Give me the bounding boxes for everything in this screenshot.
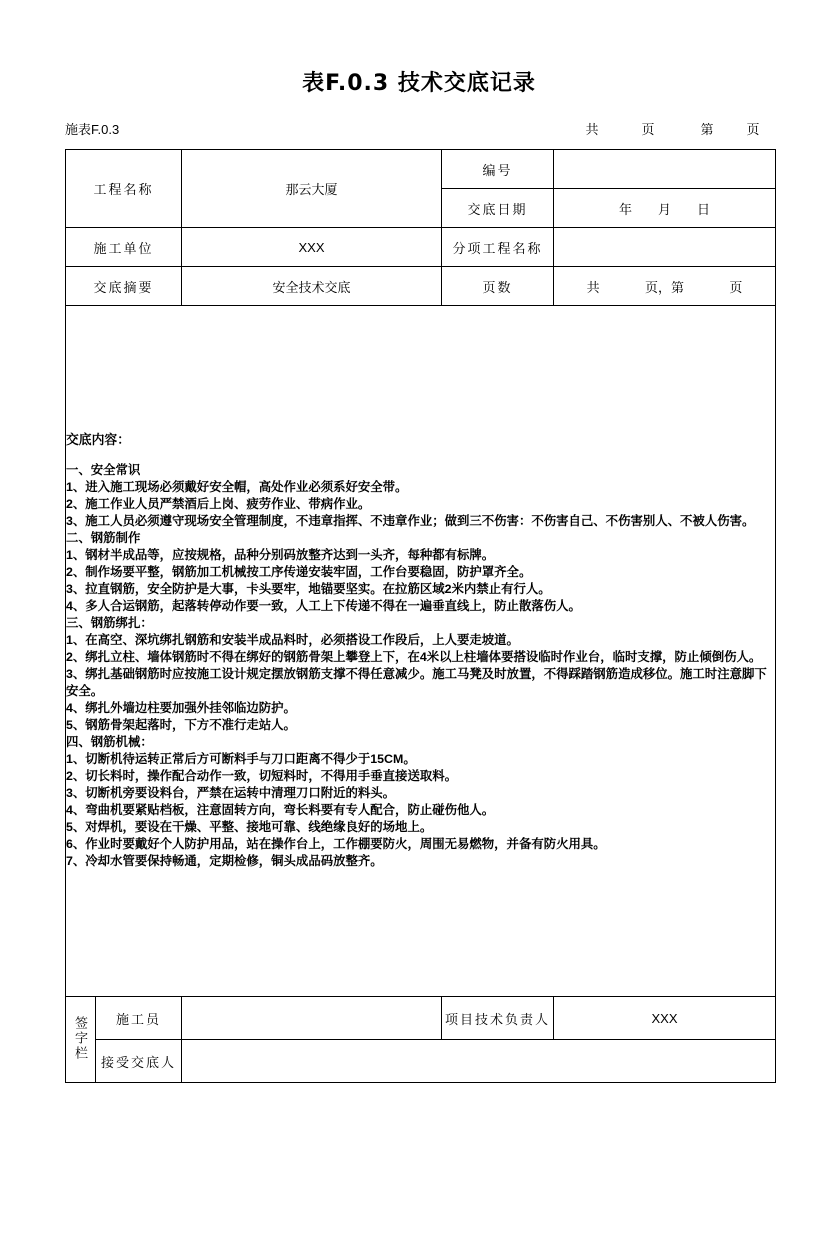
content-line: 2、施工作业人员严禁酒后上岗、疲劳作业、带病作业。: [66, 497, 371, 512]
pages-label: 页数: [442, 267, 554, 306]
date-month: 月: [658, 201, 672, 217]
content-line: 5、对焊机，要设在干燥、平整、接地可靠、线绝缘良好的场地上。: [66, 820, 433, 835]
number-value[interactable]: [554, 150, 776, 189]
form-code: 施表F.0.3: [65, 122, 120, 137]
disclosure-content-cell[interactable]: [66, 306, 776, 997]
content-line: 5、钢筋骨架起落时，下方不准行走站人。: [66, 718, 296, 733]
pages-unit-2: 页: [729, 279, 743, 295]
content-line: 1、切断机待运转正常后方可断料手与刀口距离不得少于15CM。: [66, 752, 416, 767]
content-line: 2、制作场要平整，钢筋加工机械按工序传递安装牢固，工作台要稳固，防护罩齐全。: [66, 565, 532, 580]
disclosure-date-label: 交底日期: [442, 189, 554, 228]
content-line: 3、拉直钢筋，安全防护是大事，卡头要牢，地锚要坚实。在拉筋区域2米内禁止有行人。: [66, 582, 551, 597]
constructor-value[interactable]: [182, 997, 442, 1040]
receiver-value[interactable]: [182, 1040, 776, 1083]
signature-block-label: [66, 997, 96, 1083]
summary-label: 交底摘要: [66, 267, 182, 306]
table-row: [66, 228, 776, 267]
content-line: 6、作业时要戴好个人防护用品，站在操作台上，工作棚要防火，周围无易燃物，并备有防火用具。: [66, 837, 606, 852]
total-pages-label: 共: [585, 122, 599, 137]
content-body: [66, 462, 775, 870]
technical-manager-value[interactable]: XXX: [554, 997, 776, 1040]
sub-project-value[interactable]: [554, 228, 776, 267]
construction-unit-label: 施工单位: [66, 228, 182, 267]
content-line: 3、绑扎基础钢筋时应按施工设计规定摆放钢筋支撑不得任意减少。施工马凳及时放置，不得踩踏钢筋造成移位。施工时注意脚下安全。: [66, 667, 767, 699]
content-line: 3、切断机旁要设料台，严禁在运转中清理刀口附近的料头。: [66, 786, 396, 801]
date-year: 年: [618, 201, 632, 217]
date-day: 日: [697, 201, 711, 217]
project-name-value[interactable]: 那云大厦: [182, 150, 442, 228]
content-line: 1、进入施工现场必须戴好安全帽，高处作业必须系好安全带。: [66, 480, 408, 495]
subheader-row: [0, 119, 838, 138]
construction-unit-value[interactable]: XXX: [182, 228, 442, 267]
signature-block-label-text: 签字栏: [73, 1015, 88, 1061]
technical-manager-label: 项目技术负责人: [442, 997, 554, 1040]
page-title: 表F.0.3 技术交底记录: [302, 71, 536, 96]
total-pages-unit: 页: [641, 122, 655, 137]
current-page-label: 第: [700, 122, 714, 137]
table-row: [66, 267, 776, 306]
content-line: 4、绑扎外墙边柱要加强外挂邻临边防护。: [66, 701, 296, 716]
content-line: 7、冷却水管要保持畅通，定期检修，铜头成品码放整齐。: [66, 854, 383, 869]
disclosure-date-value[interactable]: [554, 189, 776, 228]
pages-unit-1: 页，第: [645, 279, 685, 295]
content-line: 2、切长料时，操作配合动作一致，切短料时，不得用手垂直接送取料。: [66, 769, 457, 784]
table-row: [66, 306, 776, 997]
table-row: [66, 150, 776, 189]
content-line: 3、施工人员必须遵守现场安全管理制度，不违章指挥、不违章作业；做到三不伤害：不伤害自己、不伤害别人、不被人伤害。: [66, 514, 755, 529]
current-page-unit: 页: [746, 122, 760, 137]
document-page: [0, 66, 838, 1252]
pages-total-label: 共: [586, 279, 600, 295]
table-row: [66, 997, 776, 1040]
content-line: 三、钢筋绑扎：: [66, 616, 153, 631]
pages-value[interactable]: [554, 267, 776, 306]
content-line: 二、钢筋制作: [66, 531, 141, 546]
table-row: [66, 1040, 776, 1083]
content-line: 四、钢筋机械：: [66, 735, 153, 750]
content-line: 一、安全常识: [66, 463, 141, 478]
content-line: 1、在高空、深坑绑扎钢筋和安装半成品料时，必须搭设工作段后，上人要走坡道。: [66, 633, 519, 648]
summary-value[interactable]: 安全技术交底: [182, 267, 442, 306]
sub-project-label: 分项工程名称: [442, 228, 554, 267]
technical-disclosure-table: [65, 149, 776, 1083]
number-label: 编号: [442, 150, 554, 189]
content-line: 2、绑扎立柱、墙体钢筋时不得在绑好的钢筋骨架上攀登上下，在4米以上柱墙体要搭设临时作业台，临时支撑，防止倾倒伤人。: [66, 650, 762, 665]
receiver-label: 接受交底人: [96, 1040, 182, 1083]
project-name-label: 工程名称: [66, 150, 182, 228]
content-line: 4、弯曲机要紧贴档板，注意固转方向，弯长料要有专人配合，防止碰伤他人。: [66, 803, 495, 818]
content-line: 4、多人合运钢筋，起落转停动作要一致，人工上下传递不得在一遍垂直线上，防止散落伤人。: [66, 599, 581, 614]
constructor-label: 施工员: [96, 997, 182, 1040]
content-line: 1、钢材半成品等，应按规格，品种分别码放整齐达到一头齐，每种都有标牌。: [66, 548, 495, 563]
content-heading: 交底内容：: [66, 431, 130, 447]
page-marks: [569, 119, 773, 138]
